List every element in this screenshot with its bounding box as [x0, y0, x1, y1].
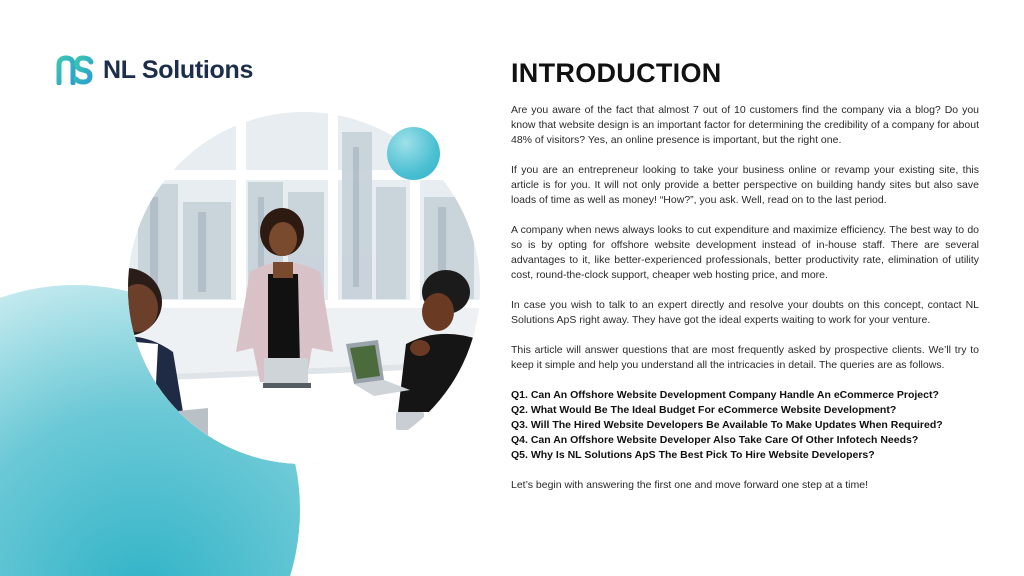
closing-paragraph: Let’s begin with answering the first one and move forward one step at a time!	[511, 479, 869, 491]
question-item: Q2. What Would Be The Ideal Budget For eCommerce Website Development?	[511, 404, 897, 416]
brand-logo	[56, 55, 253, 85]
question-item: Q4. Can An Offshore Website Developer Also Take Care Of Other Infotech Needs?	[511, 434, 919, 446]
question-item: Q5. Why Is NL Solutions ApS The Best Pick To Hire Website Developers?	[511, 449, 875, 461]
paragraph: In case you wish to talk to an expert directly and resolve your doubts on this concept, contact NL Solutions ApS right away. They have got the ideal experts waiting to work for your venture.	[511, 299, 979, 326]
paragraph: This article will answer questions that are most frequently asked by prospective clients. We’ll try to keep it simple and help you understand all the intricacies in detail. The queries are as follows.	[511, 344, 979, 371]
paragraph: If you are an entrepreneur looking to take your business online or revamp your existing site, this article is for you. It will not only provide a better perspective on building handy sites but also save loads of time as well as money! “How?”, you ask. Well, read on to the last period.	[511, 164, 979, 206]
article-body	[511, 103, 979, 508]
page-title: INTRODUCTION	[511, 58, 722, 88]
decorative-teal-circle	[387, 127, 440, 180]
paragraph: Are you aware of the fact that almost 7 out of 10 customers find the company via a blog? Do you know that website design is an important factor for determining the credibility of a company for about 48% of visitors? Yes, an online presence is important, but the right one.	[511, 104, 979, 146]
nl-solutions-logo-icon	[56, 55, 94, 85]
brand-name: NL Solutions	[103, 55, 254, 84]
question-list	[511, 388, 979, 463]
question-item: Q1. Can An Offshore Website Development Company Handle An eCommerce Project?	[511, 389, 939, 401]
paragraph: A company when news always looks to cut expenditure and maximize efficiency. The best way to do so is by opting for offshore website development instead of in-house staff. There are several advantages to it, like better-experienced professionals, better productivity rate, elimination of utility cost, round-the-clock support, cheaper web hosting price, and more.	[511, 224, 979, 281]
question-item: Q3. Will The Hired Website Developers Be Available To Make Updates When Required?	[511, 419, 943, 431]
